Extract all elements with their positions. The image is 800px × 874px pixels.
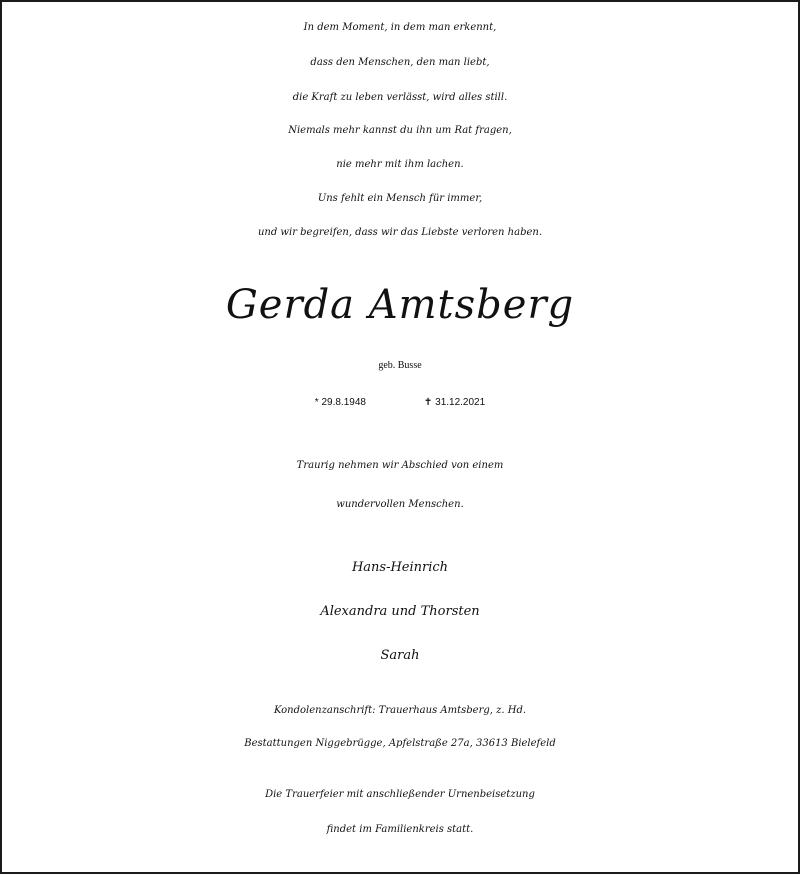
note-line: Die Trauerfeier mit anschließender Urnenbeisetzung <box>265 789 535 800</box>
address-line: Bestattungen Niggebrügge, Apfelstraße 27a, 33613 Bielefeld <box>244 738 556 749</box>
life-dates <box>2 397 798 408</box>
message-line: Traurig nehmen wir Abschied von einem <box>296 460 504 471</box>
birth-date: * 29.8.1948 <box>314 397 366 408</box>
address-line: Kondolenzanschrift: Trauerhaus Amtsberg, z. Hd. <box>273 705 527 716</box>
poem-line: In dem Moment, in dem man erkennt, <box>303 22 497 33</box>
message-line: wundervollen Menschen. <box>336 499 464 510</box>
family-member: Sarah <box>380 648 420 663</box>
birth-name: geb. Busse <box>378 360 422 371</box>
family-member: Hans-Heinrich <box>351 560 449 575</box>
death-date: ✝ 31.12.2021 <box>423 397 486 408</box>
poem-line: und wir begreifen, dass wir das Liebste verloren haben. <box>257 227 543 238</box>
poem-line: die Kraft zu leben verlässt, wird alles still. <box>292 92 508 103</box>
family-member: Alexandra und Thorsten <box>320 604 480 619</box>
poem-line: Niemals mehr kannst du ihn um Rat fragen, <box>288 125 512 136</box>
poem-line: dass den Menschen, den man liebt, <box>310 57 490 68</box>
poem-line: Uns fehlt ein Mensch für immer, <box>317 193 483 204</box>
note-line: findet im Familienkreis statt. <box>326 824 474 835</box>
deceased-name: Gerda Amtsberg <box>225 282 575 328</box>
poem-line: nie mehr mit ihm lachen. <box>336 159 464 170</box>
